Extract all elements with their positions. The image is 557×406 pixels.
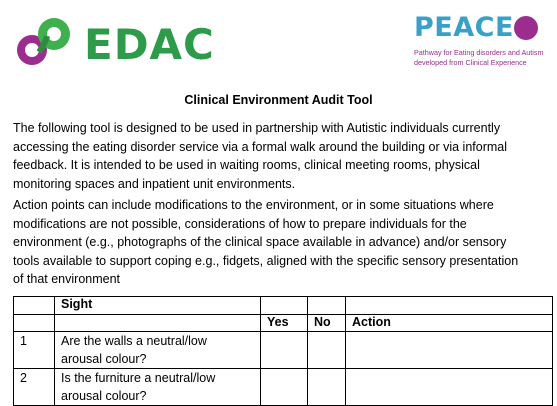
- edac-logo: [14, 12, 215, 74]
- paragraph-line: The following tool is designed to be used in partnership with Autistic individuals currently: [13, 121, 501, 135]
- empty-cell: [261, 297, 308, 315]
- paragraph-line: monitoring spaces and inpatient unit environments.: [13, 176, 296, 191]
- column-header-action: Action: [346, 315, 553, 332]
- table-row: [14, 369, 553, 406]
- paragraph-line: accessing the eating disorder service via a formal walk around the building or via informal: [13, 139, 508, 154]
- peace-logo: [414, 12, 550, 74]
- yes-cell[interactable]: [261, 369, 308, 406]
- action-cell[interactable]: [346, 369, 553, 406]
- no-cell[interactable]: [308, 332, 346, 369]
- empty-cell: [55, 315, 261, 332]
- no-cell[interactable]: [308, 369, 346, 406]
- action-cell[interactable]: [346, 332, 553, 369]
- question-line: arousal colour?: [61, 352, 147, 366]
- peace-tagline-line-2: developed from Clinical Experience: [414, 58, 527, 67]
- paragraph-line: Action points can include modifications to the environment, or in some situations where: [13, 198, 494, 212]
- paragraph-line: environment (e.g., photographs of the clinical space available in advance) and/or sensory: [13, 235, 507, 249]
- question-cell: [55, 369, 261, 406]
- yes-cell[interactable]: [261, 332, 308, 369]
- table-row: [14, 332, 553, 369]
- peace-tagline-line-1: Pathway for Eating disorders and Autism: [414, 48, 544, 57]
- peace-wordmark: PEACE: [414, 12, 514, 43]
- edac-emblem-icon: [14, 12, 76, 74]
- column-header-no: No: [308, 315, 346, 332]
- question-cell: [55, 332, 261, 369]
- column-header-yes: Yes: [261, 315, 308, 332]
- section-header-sight: Sight: [55, 297, 261, 315]
- peace-tagline: [414, 48, 554, 68]
- paragraph-line: modifications are not possible, considerations of how to prepare individuals for the: [13, 216, 467, 231]
- section-header-row: [14, 297, 553, 315]
- empty-cell: [346, 297, 553, 315]
- paragraph-line: of that environment: [13, 272, 121, 286]
- empty-cell: [14, 297, 55, 315]
- empty-cell: [14, 315, 55, 332]
- document-title: Clinical Environment Audit Tool: [184, 93, 373, 107]
- paragraph-line: feedback. It is intended to be used in waiting rooms, clinical meeting rooms, physical: [13, 158, 480, 172]
- intro-paragraph: [13, 119, 548, 193]
- audit-table: [13, 296, 553, 406]
- question-line: Is the furniture a neutral/low: [61, 371, 216, 385]
- action-points-paragraph: [13, 196, 548, 289]
- peace-dot-icon: [514, 16, 538, 40]
- question-line: Are the walls a neutral/low: [61, 334, 207, 348]
- empty-cell: [308, 297, 346, 315]
- column-header-row: [14, 315, 553, 332]
- question-line: arousal colour?: [61, 389, 147, 403]
- row-number: 1: [14, 332, 55, 369]
- paragraph-line: tools available to support coping e.g., fidgets, aligned with the specific sensory presentation: [13, 253, 519, 268]
- row-number: 2: [14, 369, 55, 406]
- edac-wordmark: EDAC: [84, 20, 215, 69]
